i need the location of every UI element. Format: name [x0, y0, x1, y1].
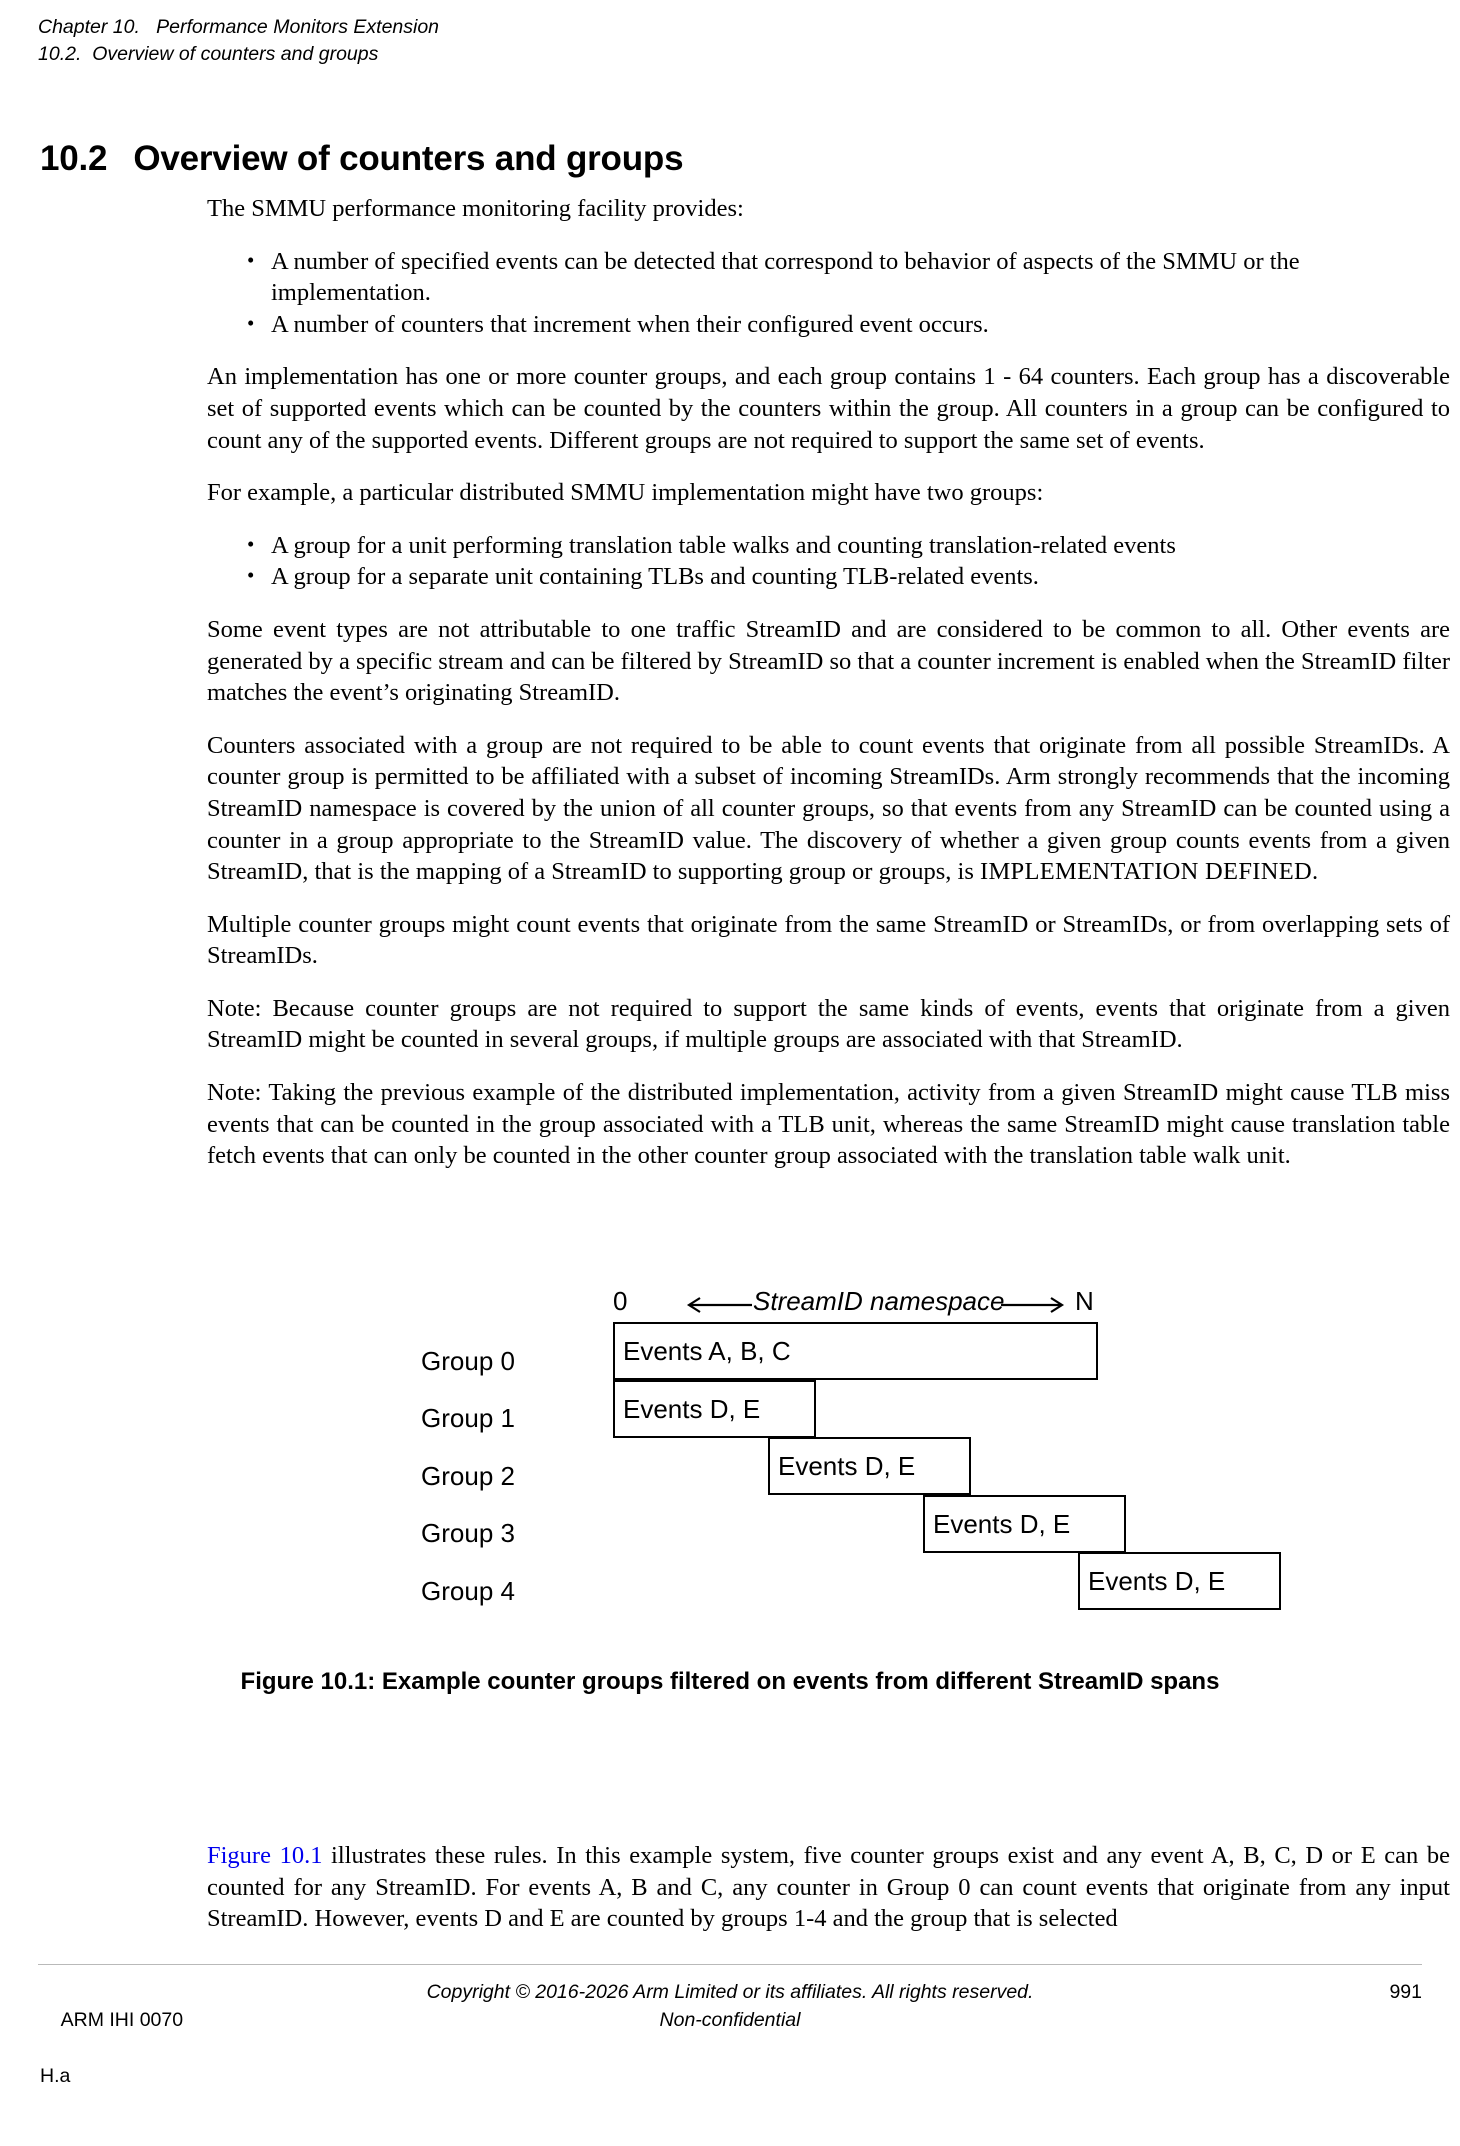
running-header-chapter: Chapter 10. Performance Monitors Extension [38, 16, 440, 38]
span-box-group-1 [613, 1380, 816, 1438]
paragraph-note-2: Note: Taking the previous example of the distributed implementation, activity from a given StreamID might cause TLB miss events that can be counted in the group associated with a TLB unit, whereas the same StreamID might cause translation table fetch events that can only be counted in the other counter group associated with the translation table walk unit. [207, 1079, 1450, 1170]
paragraph-multiple-groups: Multiple counter groups might count events that originate from the same StreamID or StreamIDs, or from overlapping sets of StreamIDs. [207, 910, 1450, 970]
span-text-group-4: Events D, E [1088, 1566, 1226, 1596]
paragraph-counters-tail: . [1311, 858, 1319, 886]
closing-content [207, 1840, 1450, 1935]
figure-caption: Figure 10.1: Example counter groups filtered on events from different StreamID spans [240, 1668, 1220, 1695]
span-box-group-0 [613, 1322, 1098, 1380]
figure-10-1 [0, 1286, 1460, 1638]
bullet-list-facility [207, 246, 1450, 341]
section-title-text: Overview of counters and groups [133, 139, 684, 179]
span-box-group-3 [923, 1495, 1126, 1553]
paragraph-figure-explanation [207, 1840, 1450, 1935]
list-item: • A group for a separate unit containing TLBs and counting TLB-related events. [247, 561, 1450, 593]
group-label-2: Group 2 [421, 1461, 515, 1491]
axis-end-label: N [1075, 1286, 1094, 1316]
span-text-group-0: Events A, B, C [623, 1336, 791, 1366]
implementation-defined-term: IMPLEMENTATION DEFINED [980, 858, 1312, 886]
paragraph-figure-explanation-text: illustrates these rules. In this example system, five counter groups exist and any event A, B, C, D or E can be counted for any StreamID. For events A, B and C, any counter in Group 0 can count events that originate from any input StreamID. However, events D and E are counted by groups 1-4 and the group that is selected [207, 1842, 1450, 1933]
axis-start-label: 0 [613, 1286, 628, 1316]
span-box-group-4 [1078, 1552, 1281, 1610]
footer-divider [38, 1964, 1422, 1965]
span-box-group-2 [768, 1437, 971, 1495]
list-item: • A number of specified events can be detected that correspond to behavior of aspects of the SMMU or the implementation. [247, 246, 1450, 309]
list-item: • A number of counters that increment when their configured event occurs. [247, 309, 1450, 341]
running-header [38, 14, 1428, 68]
bullet-list-groups [207, 530, 1450, 593]
footer-doc-id-line1: ARM IHI 0070 [60, 2009, 184, 2031]
page-title [40, 139, 683, 179]
span-text-group-1: Events D, E [623, 1394, 761, 1424]
paragraph-example: For example, a particular distributed SMMU implementation might have two groups: [207, 479, 1044, 507]
footer-doc-id-line2: H.a [40, 2065, 71, 2087]
group-label-3: Group 3 [421, 1518, 515, 1548]
paragraph-counters-streamids [207, 730, 1450, 888]
footer-copyright [0, 1978, 1460, 2034]
figure-canvas [0, 1286, 1460, 1638]
paragraph-common-events: Some event types are not attributable to one traffic StreamID and are considered to be common to all. Other events are generated by a specific stream and can be filtered by StreamID so that a counter increment is enabled when the StreamID filter matches the event’s originating StreamID. [207, 615, 1450, 707]
figure-10-1-link[interactable]: Figure 10.1 [207, 1842, 323, 1869]
running-header-section: 10.2. Overview of counters and groups [38, 43, 379, 65]
list-item: • A group for a unit performing translation table walks and counting translation-related events [247, 530, 1450, 562]
group-label-1: Group 1 [421, 1403, 515, 1433]
span-text-group-2: Events D, E [778, 1451, 916, 1481]
section-number: 10.2 [40, 139, 108, 179]
group-label-0: Group 0 [421, 1346, 515, 1376]
body-content [207, 193, 1450, 1172]
axis-namespace-label: StreamID namespace [753, 1286, 1005, 1316]
paragraph-note-1: Note: Because counter groups are not required to support the same kinds of events, events that originate from a given StreamID might be counted in several groups, if multiple groups are associated with that StreamID. [207, 994, 1450, 1054]
paragraph-counters-lead: Counters associated with a group are not required to be able to count events that originate from all possible StreamIDs. A counter group is permitted to be affiliated with a subset of incoming StreamIDs. Arm strongly recommends that the incoming StreamID namespace is covered by the union of all counter groups, so that events from any StreamID can be counted using a counter in a group appropriate to the StreamID value. The discovery of whether a given group counts events from a given StreamID, that is the mapping of a StreamID to supporting group or groups, is [207, 731, 1450, 886]
paragraph-intro: The SMMU performance monitoring facility provides: [207, 195, 744, 222]
footer-page-number: 991 [1389, 1981, 1422, 2003]
page-footer [0, 1978, 1460, 2087]
group-label-4: Group 4 [421, 1576, 515, 1606]
span-text-group-3: Events D, E [933, 1509, 1071, 1539]
paragraph-implementation: An implementation has one or more counter groups, and each group contains 1 - 64 counters. Each group has a discoverable set of supported events which can be counted by the counters within the group. All counters in a group can be configured to count any of the supported events. Different groups are not required to support the same set of events. [207, 363, 1450, 454]
footer-confidentiality: Non-confidential [659, 2009, 801, 2031]
footer-copyright-line: Copyright © 2016-2026 Arm Limited or its affiliates. All rights reserved. [426, 1981, 1034, 2003]
